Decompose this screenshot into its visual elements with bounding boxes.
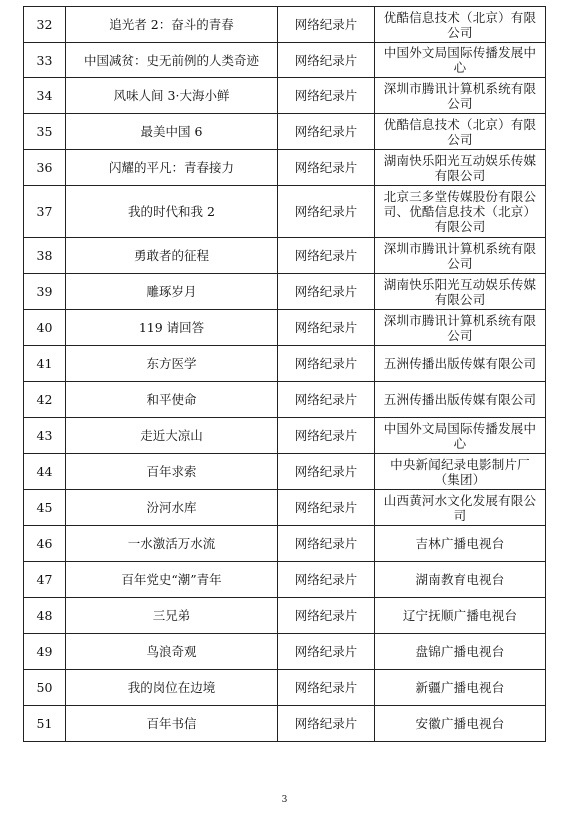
producer-org-cell: 深圳市腾讯计算机系统有限公司 xyxy=(375,310,546,346)
producer-org-cell: 五洲传播出版传媒有限公司 xyxy=(375,382,546,418)
producer-org-cell: 五洲传播出版传媒有限公司 xyxy=(375,346,546,382)
program-type-cell: 网络纪录片 xyxy=(278,670,375,706)
program-type-cell: 网络纪录片 xyxy=(278,274,375,310)
row-number-cell: 47 xyxy=(24,562,66,598)
row-number-cell: 50 xyxy=(24,670,66,706)
row-number-cell: 39 xyxy=(24,274,66,310)
program-title-cell: 百年党史“潮”青年 xyxy=(66,562,278,598)
row-number-cell: 44 xyxy=(24,454,66,490)
producer-org-cell: 中国外文局国际传播发展中心 xyxy=(375,43,546,78)
producer-org-cell: 吉林广播电视台 xyxy=(375,526,546,562)
program-type-cell: 网络纪录片 xyxy=(278,78,375,114)
program-title-cell: 东方医学 xyxy=(66,346,278,382)
producer-org-cell: 湖南教育电视台 xyxy=(375,562,546,598)
program-title-cell: 汾河水库 xyxy=(66,490,278,526)
producer-org-cell: 中央新闻纪录电影制片厂（集团） xyxy=(375,454,546,490)
table-row xyxy=(24,598,546,634)
table-row xyxy=(24,526,546,562)
program-type-cell: 网络纪录片 xyxy=(278,186,375,238)
table-row xyxy=(24,490,546,526)
table-row xyxy=(24,346,546,382)
producer-org-cell: 山西黄河水文化发展有限公司 xyxy=(375,490,546,526)
table-body xyxy=(24,7,546,742)
table-row xyxy=(24,382,546,418)
program-type-cell: 网络纪录片 xyxy=(278,562,375,598)
producer-org-cell: 深圳市腾讯计算机系统有限公司 xyxy=(375,238,546,274)
program-title-cell: 勇敢者的征程 xyxy=(66,238,278,274)
program-title-cell: 我的时代和我 2 xyxy=(66,186,278,238)
table-row xyxy=(24,670,546,706)
program-title-cell: 闪耀的平凡：青春接力 xyxy=(66,150,278,186)
program-title-cell: 和平使命 xyxy=(66,382,278,418)
row-number-cell: 45 xyxy=(24,490,66,526)
program-title-cell: 雕琢岁月 xyxy=(66,274,278,310)
producer-org-cell: 优酷信息技术（北京）有限公司 xyxy=(375,114,546,150)
program-title-cell: 追光者 2：奋斗的青春 xyxy=(66,7,278,43)
table-row xyxy=(24,43,546,78)
program-title-cell: 风味人间 3·大海小鲜 xyxy=(66,78,278,114)
program-list-table xyxy=(23,6,546,742)
producer-org-cell: 中国外文局国际传播发展中心 xyxy=(375,418,546,454)
program-type-cell: 网络纪录片 xyxy=(278,43,375,78)
producer-org-cell: 安徽广播电视台 xyxy=(375,706,546,742)
row-number-cell: 49 xyxy=(24,634,66,670)
program-type-cell: 网络纪录片 xyxy=(278,114,375,150)
table-row xyxy=(24,418,546,454)
program-title-cell: 百年书信 xyxy=(66,706,278,742)
program-title-cell: 最美中国 6 xyxy=(66,114,278,150)
program-title-cell: 百年求索 xyxy=(66,454,278,490)
program-type-cell: 网络纪录片 xyxy=(278,238,375,274)
table-row xyxy=(24,78,546,114)
producer-org-cell: 北京三多堂传媒股份有限公司、优酷信息技术（北京）有限公司 xyxy=(375,186,546,238)
table-row xyxy=(24,562,546,598)
row-number-cell: 33 xyxy=(24,43,66,78)
program-title-cell: 我的岗位在边境 xyxy=(66,670,278,706)
producer-org-cell: 湖南快乐阳光互动娱乐传媒有限公司 xyxy=(375,150,546,186)
table-row xyxy=(24,706,546,742)
program-type-cell: 网络纪录片 xyxy=(278,634,375,670)
program-type-cell: 网络纪录片 xyxy=(278,526,375,562)
program-type-cell: 网络纪录片 xyxy=(278,598,375,634)
program-type-cell: 网络纪录片 xyxy=(278,418,375,454)
program-type-cell: 网络纪录片 xyxy=(278,706,375,742)
row-number-cell: 46 xyxy=(24,526,66,562)
table-row xyxy=(24,7,546,43)
row-number-cell: 34 xyxy=(24,78,66,114)
producer-org-cell: 盘锦广播电视台 xyxy=(375,634,546,670)
table-row xyxy=(24,238,546,274)
program-title-cell: 走近大凉山 xyxy=(66,418,278,454)
row-number-cell: 43 xyxy=(24,418,66,454)
row-number-cell: 40 xyxy=(24,310,66,346)
program-title-cell: 一水激活万水流 xyxy=(66,526,278,562)
row-number-cell: 32 xyxy=(24,7,66,43)
producer-org-cell: 深圳市腾讯计算机系统有限公司 xyxy=(375,78,546,114)
program-title-cell: 三兄弟 xyxy=(66,598,278,634)
producer-org-cell: 新疆广播电视台 xyxy=(375,670,546,706)
program-type-cell: 网络纪录片 xyxy=(278,382,375,418)
row-number-cell: 38 xyxy=(24,238,66,274)
table-row xyxy=(24,150,546,186)
table-row xyxy=(24,454,546,490)
row-number-cell: 36 xyxy=(24,150,66,186)
program-title-cell: 鸟浪奇观 xyxy=(66,634,278,670)
program-type-cell: 网络纪录片 xyxy=(278,150,375,186)
program-type-cell: 网络纪录片 xyxy=(278,490,375,526)
row-number-cell: 37 xyxy=(24,186,66,238)
row-number-cell: 42 xyxy=(24,382,66,418)
row-number-cell: 48 xyxy=(24,598,66,634)
row-number-cell: 35 xyxy=(24,114,66,150)
table-row xyxy=(24,634,546,670)
table-row xyxy=(24,274,546,310)
table-row xyxy=(24,186,546,238)
table-row xyxy=(24,114,546,150)
program-title-cell: 119 请回答 xyxy=(66,310,278,346)
page-number: 3 xyxy=(281,795,288,805)
program-type-cell: 网络纪录片 xyxy=(278,346,375,382)
program-type-cell: 网络纪录片 xyxy=(278,310,375,346)
row-number-cell: 41 xyxy=(24,346,66,382)
producer-org-cell: 湖南快乐阳光互动娱乐传媒有限公司 xyxy=(375,274,546,310)
producer-org-cell: 辽宁抚顺广播电视台 xyxy=(375,598,546,634)
program-type-cell: 网络纪录片 xyxy=(278,454,375,490)
program-type-cell: 网络纪录片 xyxy=(278,7,375,43)
program-title-cell: 中国减贫：史无前例的人类奇迹 xyxy=(66,43,278,78)
producer-org-cell: 优酷信息技术（北京）有限公司 xyxy=(375,7,546,43)
row-number-cell: 51 xyxy=(24,706,66,742)
table-row xyxy=(24,310,546,346)
